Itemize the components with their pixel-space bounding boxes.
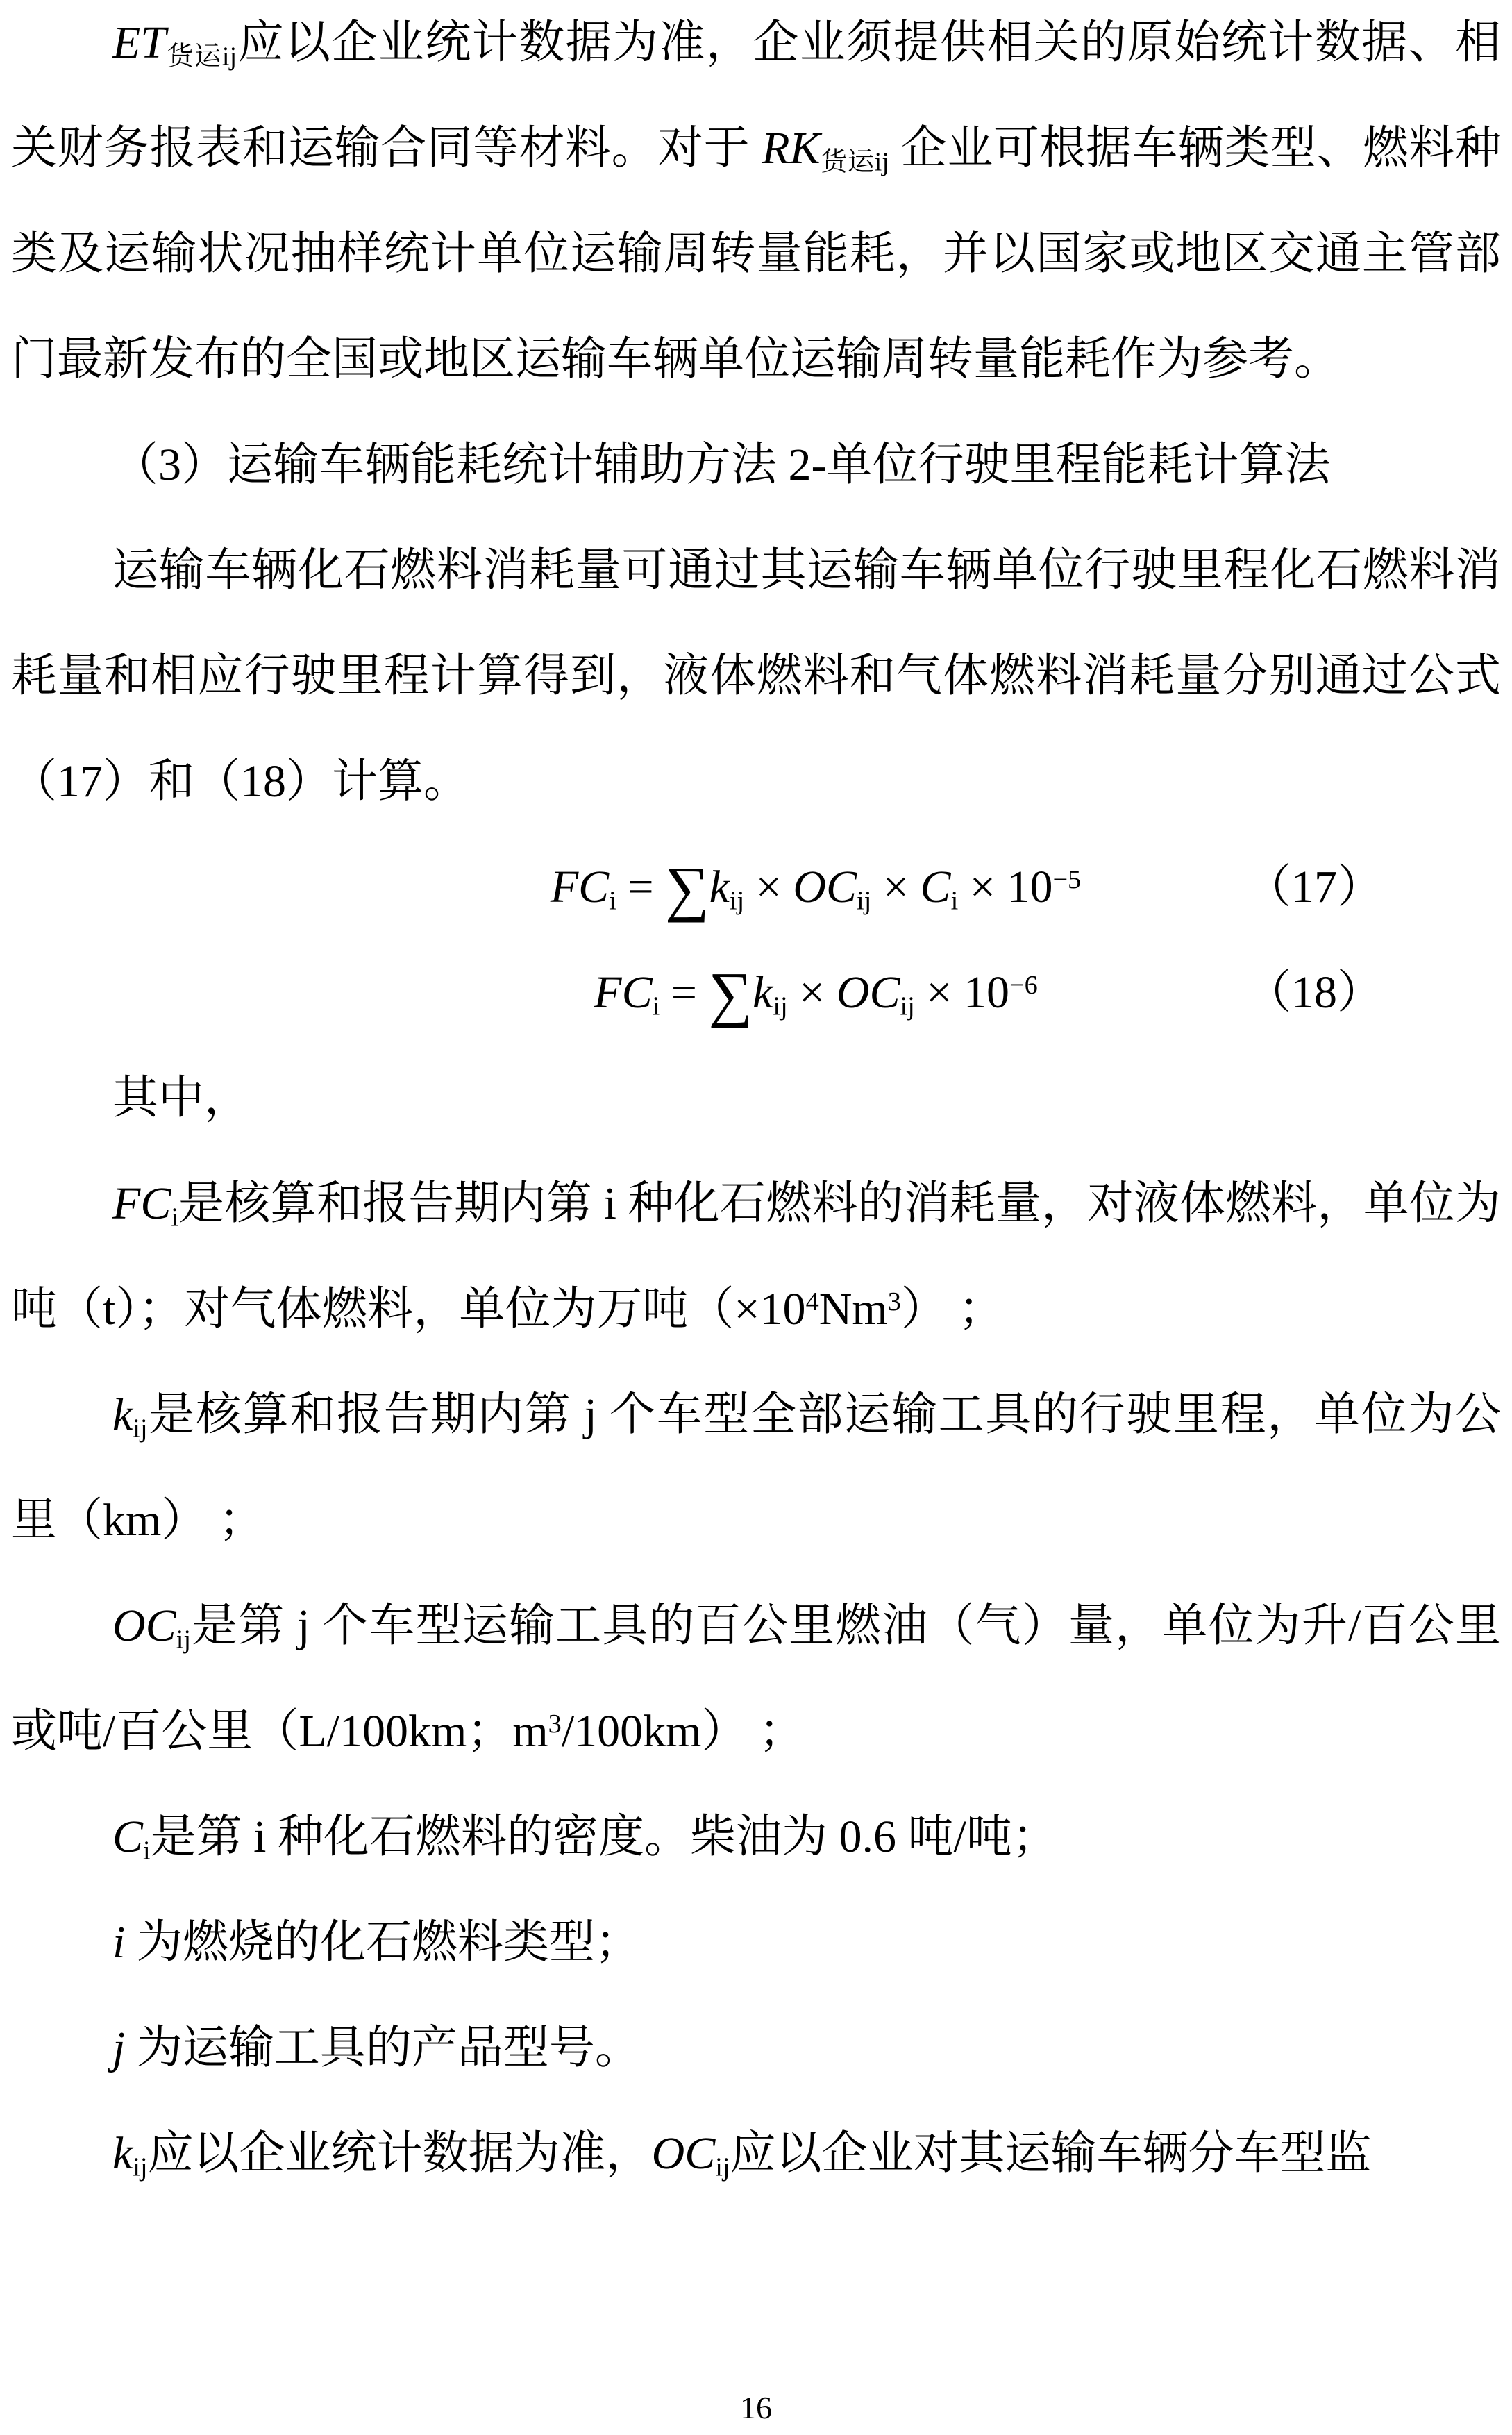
superscript: −6 xyxy=(1009,971,1038,1001)
subscript: ij xyxy=(900,991,915,1021)
text-run: 是第 i 种化石燃料的密度。柴油为 0.6 吨/吨； xyxy=(150,1811,1058,1862)
subscript: i xyxy=(652,991,660,1021)
variable: k xyxy=(709,862,730,912)
text-run: Nm xyxy=(818,1284,888,1334)
text-run: = xyxy=(660,967,709,1018)
formula-17-line xyxy=(11,835,1501,940)
subscript: i xyxy=(609,886,616,916)
text-run: 是核算和报告期内第 j 个车型全部运输工具的行驶里程，单位为公里（km） ； xyxy=(11,1389,1501,1546)
subscript: ij xyxy=(133,1414,148,1444)
text-run: 为运输工具的产品型号。 xyxy=(125,2023,641,2073)
para-ci-definition xyxy=(11,1784,1501,1890)
subscript: ij xyxy=(133,2152,148,2182)
text-run: ） ； xyxy=(900,1284,1005,1334)
text-run: 企业可根据车辆类型、燃料种类及运输状况抽样统计单位运输周转量能耗，并以国家或地区交通主管部门最新发布的全国或地区运输车辆单位运输周转量能耗作为参考。 xyxy=(11,123,1502,385)
text-run: × xyxy=(787,967,837,1018)
superscript: 3 xyxy=(887,1287,901,1317)
text-run: /100km） ； xyxy=(561,1706,805,1757)
document-body xyxy=(11,0,1501,2207)
superscript: 4 xyxy=(805,1287,819,1317)
para-fc-definition xyxy=(11,1151,1501,1362)
text-run: 为燃烧的化石燃料类型； xyxy=(125,1917,641,1968)
variable: ET xyxy=(112,17,167,68)
text-run: × 10 xyxy=(914,967,1009,1018)
formula-18-line xyxy=(11,940,1501,1046)
variable: k xyxy=(112,1389,133,1440)
subscript: ij xyxy=(176,1625,191,1655)
formula-18 xyxy=(594,940,1037,1046)
text-run: 是第 j 个车型运输工具的百公里燃油（气）量，单位为升/百公里或吨/百公里（L/100km；m xyxy=(11,1600,1501,1757)
sum-icon: ∑ xyxy=(708,960,753,1029)
text-run: 运输车辆化石燃料消耗量可通过其运输车辆单位行驶里程化石燃料消耗量和相应行驶里程计算得到，液体燃料和气体燃料消耗量分别通过公式（17）和（18）计算。 xyxy=(11,545,1501,807)
variable: C xyxy=(112,1811,144,1862)
variable: OC xyxy=(112,1600,176,1651)
subscript: 货运ij xyxy=(820,147,889,177)
para-et-statistics xyxy=(11,0,1501,412)
superscript: −5 xyxy=(1052,865,1082,895)
text-run: × 10 xyxy=(958,862,1053,912)
para-kij-requirement xyxy=(11,2101,1501,2207)
subscript: ij xyxy=(857,886,872,916)
heading-auxiliary-method-2 xyxy=(11,412,1501,518)
subscript: ij xyxy=(715,2152,730,2182)
variable: i xyxy=(112,1917,126,1968)
text-run: （3）运输车辆能耗统计辅助方法 2-单位行驶里程能耗计算法 xyxy=(112,440,1331,490)
text-run: 应以企业统计数据为准， xyxy=(147,2128,652,2179)
text-run: × xyxy=(871,862,921,912)
page-number: 16 xyxy=(740,2390,772,2425)
variable: FC xyxy=(594,967,653,1018)
page-footer xyxy=(0,2392,1512,2424)
text-run: 应以企业对其运输车辆分车型监 xyxy=(730,2128,1372,2179)
text-run: = xyxy=(616,862,666,912)
formula-18-number: （18） xyxy=(1245,967,1383,1018)
variable: j xyxy=(112,2023,126,2073)
text-run: 其中， xyxy=(112,1073,250,1123)
subscript: i xyxy=(143,1836,151,1866)
text-run: × xyxy=(744,862,793,912)
text-run: 是核算和报告期内第 i 种化石燃料的消耗量，对液体燃料，单位为吨（t）；对气体燃料，单位为万吨（×10 xyxy=(11,1178,1501,1334)
subscript: ij xyxy=(729,886,745,916)
formula-17-number: （17） xyxy=(1245,862,1383,912)
subscript: ij xyxy=(773,991,788,1021)
subscript: 货运ij xyxy=(166,42,237,72)
variable: OC xyxy=(651,2128,716,2179)
para-j-definition xyxy=(11,1995,1501,2101)
para-among-which xyxy=(11,1046,1501,1151)
variable: RK xyxy=(762,123,821,174)
formula-17 xyxy=(551,835,1081,940)
para-fuel-calc-intro xyxy=(11,518,1501,835)
superscript: 3 xyxy=(548,1709,562,1739)
para-i-definition xyxy=(11,1890,1501,1995)
variable: OC xyxy=(836,967,900,1018)
para-kij-definition xyxy=(11,1362,1501,1573)
text-run: 应以企业统计数据为准，企业须提供相关的原始统计数据、相关财务报表和运输合同等材料。对于 xyxy=(11,17,1502,174)
variable: C xyxy=(920,862,951,912)
subscript: i xyxy=(950,886,959,916)
para-ocij-definition xyxy=(11,1573,1501,1784)
variable: FC xyxy=(550,862,610,912)
variable: k xyxy=(753,967,773,1018)
subscript: i xyxy=(171,1203,178,1232)
variable: OC xyxy=(793,862,857,912)
sum-icon: ∑ xyxy=(665,855,709,923)
variable: FC xyxy=(112,1178,171,1229)
variable: k xyxy=(112,2128,133,2179)
